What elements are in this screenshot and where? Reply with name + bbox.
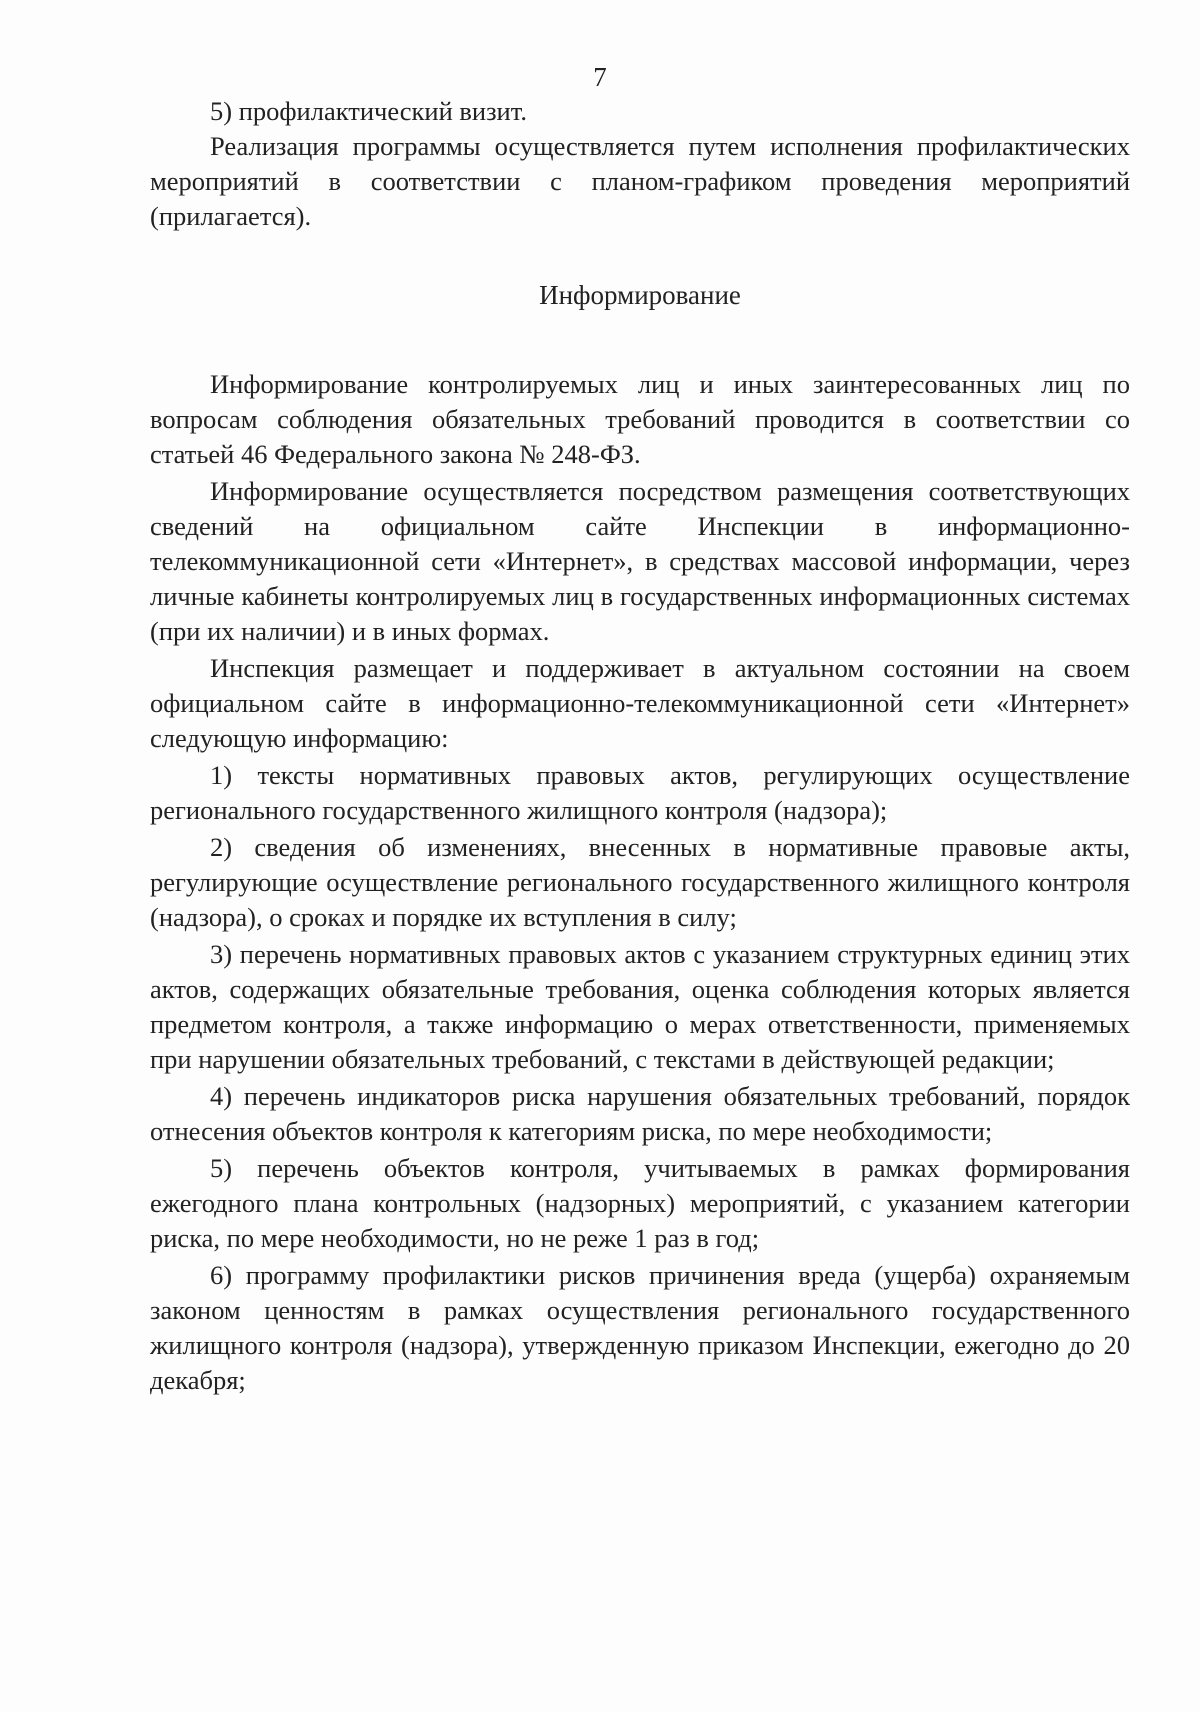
list-item: 1) тексты нормативных правовых актов, регулирующих осуществление регионального государственного жилищного контроля (надзора); [150, 760, 1130, 825]
list-item: 6) программу профилактики рисков причинения вреда (ущерба) охраняемым законом ценностям в рамках осуществления регионального государственного жилищного контроля (надзора), утвержденную приказом Инспекции, ежегодно до 20 декабря; [150, 1260, 1130, 1395]
list-item: 3) перечень нормативных правовых актов с указанием структурных единиц этих актов, содержащих обязательные требования, оценка соблюдения которых является предметом контроля, а также информацию о мерах ответственности, применяемых при нарушении обязательных требований, с текстами в действующей редакции; [150, 939, 1130, 1074]
paragraph: Инспекция размещает и поддерживает в актуальном состоянии на своем официальном сайте в информационно-телекоммуникационной сети «Интернет» следующую информацию: [150, 653, 1130, 753]
list-item: 4) перечень индикаторов риска нарушения обязательных требований, порядок отнесения объектов контроля к категориям риска, по мере необходимости; [150, 1081, 1130, 1146]
page-number: 7 [593, 62, 607, 92]
paragraph-list-item: 5) профилактический визит. [210, 96, 527, 126]
list-item: 5) перечень объектов контроля, учитываемых в рамках формирования ежегодного плана контрольных (надзорных) мероприятий, с указанием категории риска, по мере необходимости, но не реже 1 раз в год; [150, 1153, 1130, 1253]
paragraph: Информирование осуществляется посредством размещения соответствующих сведений на официальном сайте Инспекции в информационно-телекоммуникационной сети «Интернет», в средствах массовой информации, через личные кабинеты контролируемых лиц в государственных информационных системах (при их наличии) и в иных формах. [150, 476, 1130, 646]
section-title: Информирование [539, 280, 741, 310]
paragraph: Реализация программы осуществляется путем исполнения профилактических мероприятий в соответствии с планом-графиком проведения мероприятий (прилагается). [150, 131, 1130, 231]
paragraph: Информирование контролируемых лиц и иных заинтересованных лиц по вопросам соблюдения обязательных требований проводится в соответствии со статьей 46 Федерального закона № 248-ФЗ. [150, 369, 1130, 469]
document-body [150, 94, 1130, 1400]
list-item: 2) сведения об изменениях, внесенных в нормативные правовые акты, регулирующие осуществление регионального государственного жилищного контроля (надзора), о сроках и порядке их вступления в силу; [150, 832, 1130, 932]
